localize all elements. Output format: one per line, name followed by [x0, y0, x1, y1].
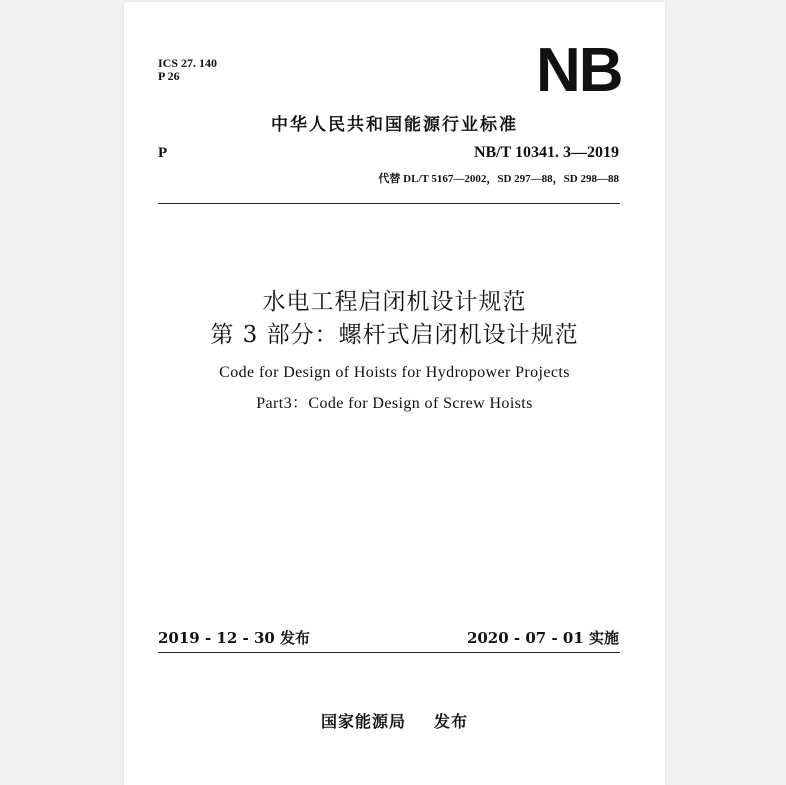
standard-number: NB/T 10341. 3—2019	[473, 144, 619, 161]
issuer	[124, 709, 665, 732]
title-english-line-2: Part3：Code for Design of Screw Hoists	[256, 395, 533, 412]
industry-standard-heading: 中华人民共和国能源行业标准	[271, 115, 518, 135]
issuer-name: 国家能源局	[320, 712, 406, 731]
issuer-action: 发布	[434, 712, 469, 731]
document-cover	[124, 2, 665, 785]
bottom-divider	[158, 652, 620, 653]
ics-line-1: ICS 27. 140	[158, 56, 218, 70]
title-english-line-1: Code for Design of Hoists for Hydropower Projects	[219, 364, 570, 381]
ics-code	[158, 56, 217, 82]
effective-date: 2020 - 07 - 01 实施	[466, 629, 619, 647]
title-chinese-line-1: 水电工程启闭机设计规范	[262, 289, 527, 315]
title-chinese-line-2: 第 3 部分：螺杆式启闭机设计规范	[210, 322, 579, 348]
nb-logo: NB	[536, 36, 622, 105]
issue-date: 2019 - 12 - 30 发布	[158, 629, 311, 647]
replaces-note: 代替 DL/T 5167—2002，SD 297—88，SD 298—88	[378, 173, 619, 185]
classification-mark: P	[158, 145, 168, 161]
top-divider	[158, 203, 620, 204]
ics-line-2: P 26	[158, 69, 180, 83]
